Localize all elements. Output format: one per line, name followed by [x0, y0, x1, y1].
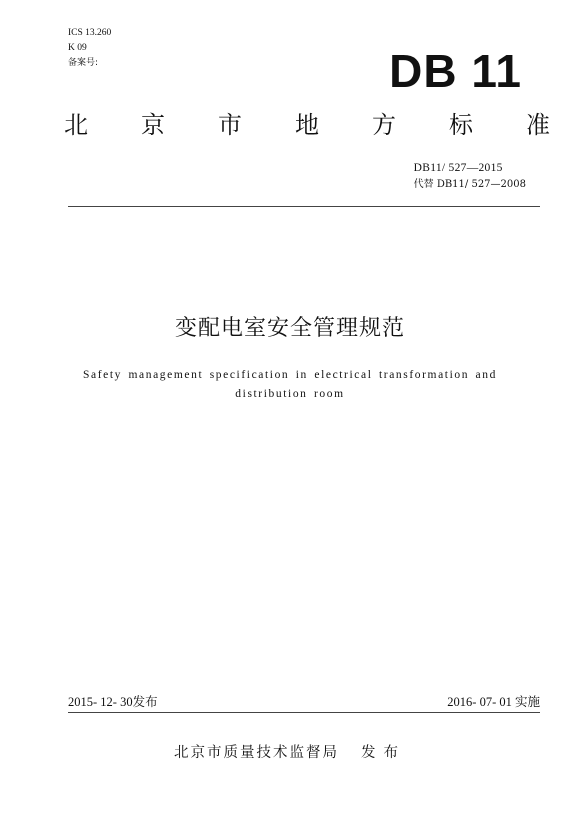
standard-number: DB11/ 527—2015 [413, 162, 503, 174]
effective-date: 2016- 07- 01 [447, 695, 512, 709]
issue-label: 发布 [132, 694, 158, 709]
standard-type-char: 北 [64, 111, 88, 139]
issue-date-block [68, 693, 158, 711]
standard-type-char: 方 [372, 111, 396, 139]
ccs-code: K 09 [68, 43, 87, 53]
standard-type-char: 市 [218, 111, 242, 139]
replaces-standard: 代替 DB11/ 527—2008 [413, 179, 526, 190]
title-english-line: distribution room [235, 388, 345, 400]
publisher-line [0, 742, 580, 764]
header-divider [68, 206, 540, 207]
title-english-line: Safety management specification in electrical transformation and [83, 369, 497, 381]
effective-date-block [447, 693, 540, 711]
standard-type-char: 标 [449, 111, 473, 139]
standard-number-block [414, 160, 526, 192]
publisher-action: 发布 [361, 745, 406, 761]
publisher-name: 北京市质量技术监督局 [174, 745, 339, 761]
classification-block [68, 26, 111, 71]
effective-label: 实施 [514, 694, 540, 709]
title-english [60, 366, 520, 404]
standard-type-char: 京 [141, 111, 165, 139]
db-mark: DB 11 [389, 45, 522, 97]
ics-code: ICS 13.260 [68, 28, 112, 38]
issue-date: 2015- 12- 30 [68, 695, 133, 709]
standard-type-char: 地 [295, 111, 319, 139]
standard-type-heading [64, 110, 550, 140]
record-number-label: 备案号: [68, 58, 99, 68]
standard-type-char: 准 [526, 111, 550, 139]
footer-divider [68, 712, 540, 713]
title-chinese: 变配电室安全管理规范 [174, 316, 405, 341]
